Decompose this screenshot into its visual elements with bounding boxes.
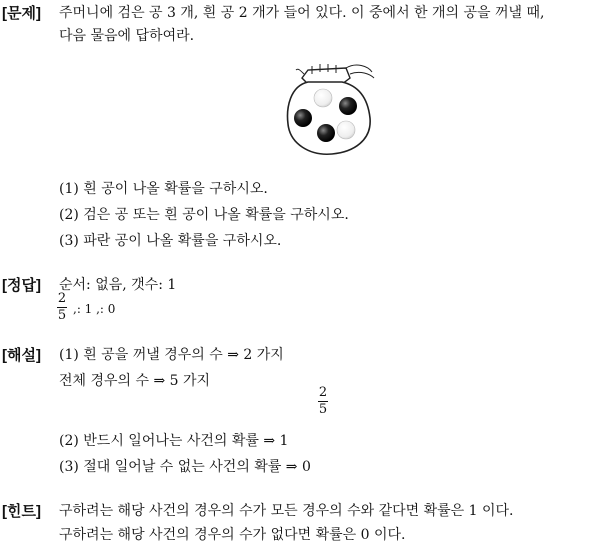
problem-tag: [문제] (2, 5, 41, 22)
problem-line-1: 주머니에 검은 공 3 개, 흰 공 2 개가 들어 있다. 이 중에서 한 개의 공을 꺼낼 때, (59, 5, 545, 21)
explanation-fraction (318, 386, 328, 416)
hint-tag: [힌트] (2, 503, 41, 520)
problem-line-2: 다음 물음에 답하여라. (59, 28, 195, 44)
question-1: (1) 흰 공이 나올 확률을 구하시오. (59, 181, 268, 197)
answer-fraction-numerator: 2 (57, 291, 67, 306)
explanation-line-3: (2) 반드시 일어나는 사건의 확률 ⇒ 1 (59, 433, 289, 449)
hint-line-1: 구하려는 해당 사건의 경우의 수가 모든 경우의 수와 같다면 확률은 1 이다. (59, 503, 514, 519)
white-ball-icon (314, 89, 332, 107)
pouch-illustration (280, 56, 380, 162)
explanation-line-4: (3) 절대 일어날 수 없는 사건의 확률 ⇒ 0 (59, 459, 311, 475)
answer-fraction-denominator: 5 (57, 308, 67, 323)
answer-rest: ,: 1 ,: 0 (73, 302, 116, 316)
black-ball-icon (339, 97, 357, 115)
explanation-line-1: (1) 흰 공을 꺼낼 경우의 수 ⇒ 2 가지 (59, 347, 284, 363)
question-3: (3) 파란 공이 나올 확률을 구하시오. (59, 233, 282, 249)
answer-fraction (57, 292, 67, 322)
question-2: (2) 검은 공 또는 흰 공이 나올 확률을 구하시오. (59, 207, 349, 223)
explanation-tag: [해설] (2, 347, 41, 364)
answer-tag: [정답] (2, 277, 41, 294)
white-ball-icon (337, 121, 355, 139)
black-ball-icon (317, 124, 335, 142)
explanation-fraction-numerator: 2 (318, 385, 328, 400)
hint-line-2: 구하려는 해당 사건의 경우의 수가 없다면 확률은 0 이다. (59, 527, 406, 543)
explanation-fraction-denominator: 5 (318, 402, 328, 417)
black-ball-icon (294, 109, 312, 127)
answer-line-1: 순서: 없음, 갯수: 1 (59, 277, 177, 293)
explanation-line-2: 전체 경우의 수 ⇒ 5 가지 (59, 373, 211, 389)
